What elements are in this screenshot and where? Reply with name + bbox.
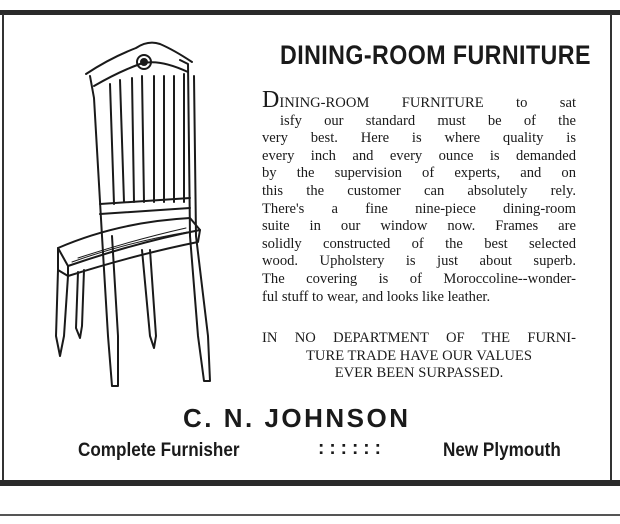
body-line: solidly constructed of the best selected bbox=[262, 235, 576, 252]
left-border bbox=[2, 14, 4, 480]
ad-title: DINING-ROOM FURNITURE bbox=[280, 40, 591, 70]
ad-slogan bbox=[262, 330, 576, 383]
business-location: New Plymouth bbox=[443, 440, 561, 461]
business-tagline: Complete Furnisher bbox=[78, 440, 240, 461]
body-line: very best. Here is where quality is bbox=[262, 130, 576, 147]
bottom-border bbox=[0, 480, 620, 486]
right-border bbox=[610, 14, 612, 480]
slogan-line: EVER BEEN SURPASSED. bbox=[334, 365, 504, 382]
page-bottom-rule bbox=[0, 514, 620, 516]
body-line: every inch and every ounce is demanded bbox=[262, 147, 576, 164]
body-line: The covering is of Moroccoline--wonder- bbox=[262, 270, 576, 287]
body-line: isfy our standard must be of the bbox=[280, 112, 576, 129]
body-line: There's a fine nine-piece dining-room bbox=[262, 200, 576, 217]
top-border bbox=[0, 10, 620, 15]
slogan-line: TURE TRADE HAVE OUR VALUES bbox=[306, 347, 532, 364]
dining-chair-illustration bbox=[38, 36, 228, 396]
drop-cap: D bbox=[262, 87, 280, 113]
body-line: DINING-ROOM FURNITURE to sat bbox=[262, 87, 576, 113]
body-line: by the supervision of experts, and on bbox=[262, 165, 576, 182]
slogan-line: IN NO DEPARTMENT OF THE FURNI- bbox=[262, 330, 576, 346]
body-line: suite in our window now. Frames are bbox=[262, 218, 576, 235]
business-name: C. N. JOHNSON bbox=[183, 403, 411, 433]
body-line: ful stuff to wear, and looks like leather. bbox=[262, 288, 491, 305]
body-line: wood. Upholstery is just about superb. bbox=[262, 253, 576, 270]
body-line: this the customer can absolutely rely. bbox=[262, 182, 576, 199]
separator-dots: :::::: bbox=[318, 438, 386, 459]
ad-body-text bbox=[262, 87, 576, 306]
